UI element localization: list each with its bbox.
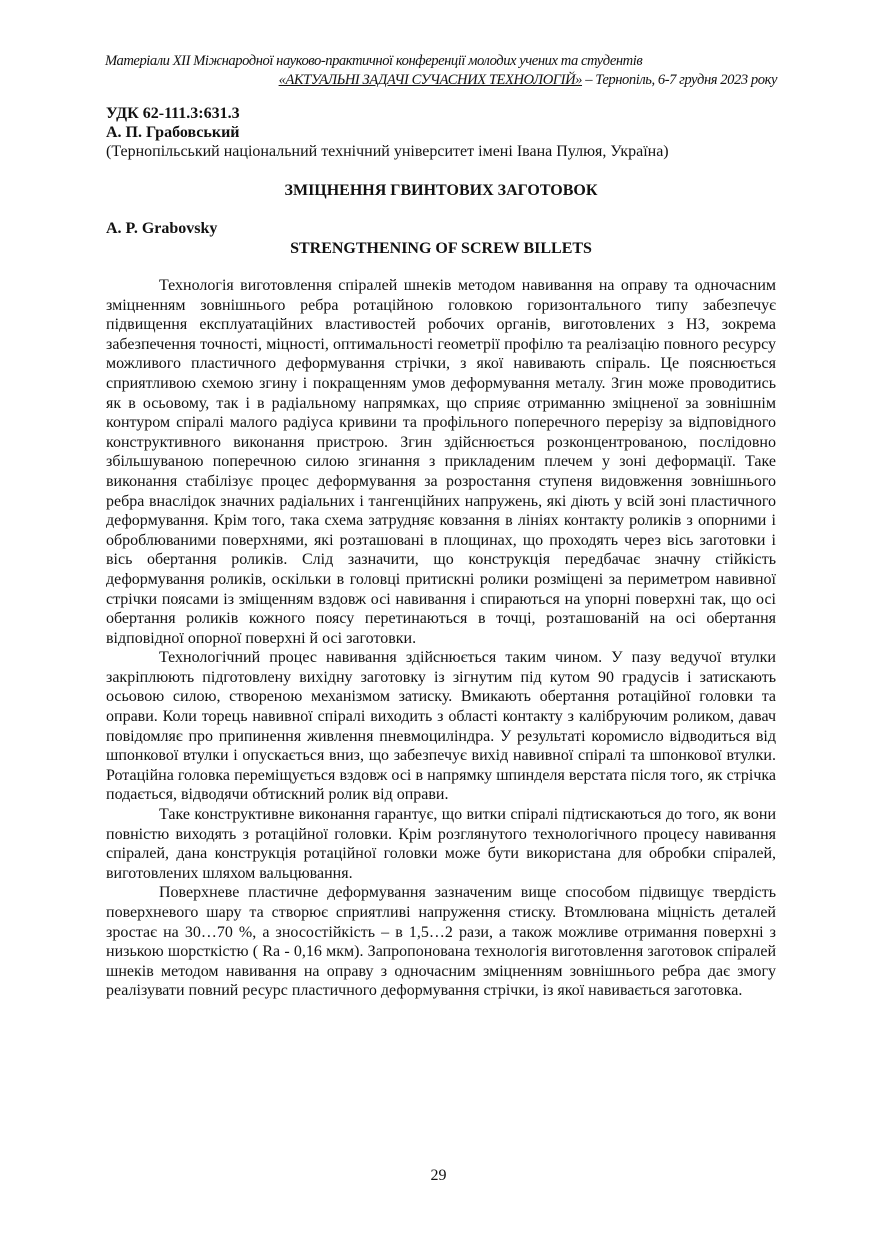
page-number: 29 [430,1167,447,1184]
udk-code: УДК 62-111.3:631.3 [106,105,240,122]
article-meta [106,104,778,161]
article-title-uk: ЗМІЦНЕННЯ ГВИНТОВИХ ЗАГОТОВОК [284,182,598,199]
paragraph: Технологія виготовлення спіралей шнеків методом навивання на оправу та одночасним зміцненням зовнішнього ребра ротаційною головкою горизонтального типу забезпечує підвищення експлуатаційних властивостей робочих органів, виготовлених з НЗ, зокрема забезпечення точності, міцності, оптимальності геометрії профілю та реалізацію повного ресурсу можливого пластичного деформування стрічки, з якої навивають спіраль. Це пояснюється сприятливою схемою згину і покращенням умов деформування металу. Згин може проводитись як в осьовому, так і в радіальному напрямках, що сприяє отриманню зміцненої за зовнішнім контуром спіралі малого радіуса кривини та профільного поперечного перерізу за відповідного конструктивного виконання пристрою. Згин здійснюється розконцентрованою, послідовно збільшуваною поперечною силою згинання з прикладеним плечем у зоні деформації. Таке виконання стабілізує процес деформування за розростання ступеня видовження зовнішнього ребра внаслідок значних радіальних і тангенційних напружень, які діють у всій зоні пластичного деформування. Крім того, така схема затрудняє ковзання в лініях контакту роликів з опорними і оброблюваними поверхнями, які розташовані в площинах, що проходять через вісь заготовки і вісь обертання роликів. Слід зазначити, що конструкція передбачає значну стійкість деформування роликів, оскільки в головці притискні ролики розміщені за периметром навивної стрічки поясами із зміщенням вздовж осі навивання і спираються на упорні поверхні так, що осі обертання роликів кожного поясу перетинаються в точці, розташованій на осі обертання відповідної опорної поверхні й осі заготовки. [106,277,776,647]
article-title-en: STRENGTHENING OF SCREW BILLETS [290,240,592,257]
paragraph: Поверхневе пластичне деформування зазначеним вище способом підвищує твердість поверхневого шару та створює сприятливі напруження стиску. Втомлювана міцність деталей зростає на 30…70 %, а зносостійкість – в 1,5…2 рази, а також можливе отримання поверхні з низькою шорсткістю ( Ra - 0,16 мкм). Запропонована технологія виготовлення заготовок спіралей шнеків методом навивання на оправу з одночасним зміцненням зовнішнього ребра дає змогу реалізувати повний ресурс пластичного деформування стрічки, із якої навивається заготовка. [106,884,776,1000]
paragraph: Таке конструктивне виконання гарантує, що витки спіралі підтискаються до того, як вони повністю виходять з ротаційної головки. Крім розглянутого технологічного процесу навивання спіралей, дана конструкція ротаційної головки може бути використана для обробки спіралей, виготовлених шляхом вальцювання. [106,806,776,882]
header-conference-line [105,71,777,90]
paragraph: Технологічний процес навивання здійснюється таким чином. У пазу ведучої втулки закріплюють підготовлену вихідну заготовку із зігнутим під кутом 90 градусів і затискають осьовою силою, створеною механізмом затиску. Вмикають обертання ротаційної головки та оправи. Коли торець навивної спіралі виходить з області контакту з калібруючим роликом, давач повідомляє про припинення живлення пневмоциліндра. У результаті коромисло відводиться від шпонкової втулки і опускається вниз, що забезпечує вихід навивної спіралі та шпонкової втулки. Ротаційна головка переміщується вздовж осі в напрямку шпинделя верстата після того, як стрічка подається, відводячи обтискний ролик від оправи. [106,649,776,804]
article-body [106,276,776,1001]
header-proceedings-line: Матеріали XII Міжнародної науково-практичної конференції молодих учених та студентів [105,53,643,69]
header-place-date: – Тернопіль, 6-7 грудня 2023 року [582,72,777,88]
author-en: A. P. Grabovsky [106,220,218,237]
affiliation: (Тернопільський національний технічний університет імені Івана Пулюя, Україна) [106,143,669,160]
header-conference-name: «АКТУАЛЬНІ ЗАДАЧІ СУЧАСНИХ ТЕХНОЛОГІЙ» [278,72,583,88]
running-header [105,52,777,90]
author-uk: А. П. Грабовський [106,124,240,141]
